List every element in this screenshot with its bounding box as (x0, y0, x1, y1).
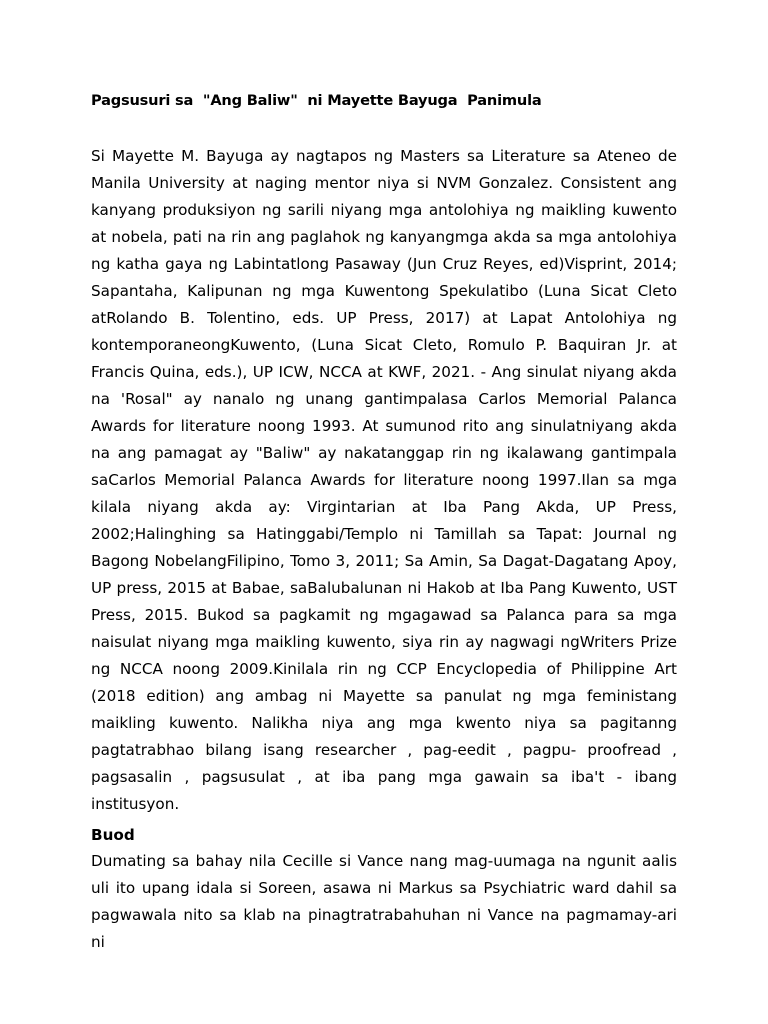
buod-paragraph: Dumating sa bahay nila Cecille si Vance nang mag-uumaga na ngunit aalis uli ito upang idala si Soreen, asawa ni Markus sa Psychiatric ward dahil sa pagwawala nito sa klab na pinagtratrabahuhan ni Vance na pagmamay-ari ni (91, 852, 677, 951)
section-heading-buod: Buod (91, 826, 135, 844)
document-title: Pagsusuri sa "Ang Baliw" ni Mayette Bayuga Panimula (91, 92, 542, 109)
intro-paragraph: Si Mayette M. Bayuga ay nagtapos ng Masters sa Literature sa Ateneo de Manila University at naging mentor niya si NVM Gonzalez. Consistent ang kanyang produksiyon ng sarili niyang mga antolohiya ng maikling kuwento at nobela, pati na rin ang paglahok ng kanyangmga akda sa mga antolohiya ng katha gaya ng Labintatlong Pasaway (Jun Cruz Reyes, ed)Visprint, 2014; Sapantaha, Kalipunan ng mga Kuwentong Spekulatibo (Luna Sicat Cleto atRolando B. Tolentino, eds. UP Press, 2017) at Lapat Antolohiya ng kontemporaneongKuwento, (Luna Sicat Cleto, Romulo P. Baquiran Jr. at Francis Quina, eds.), UP ICW, NCCA at KWF, 2021. - Ang sinulat niyang akda na 'Rosal" ay nanalo ng unang gantimpalasa Carlos Memorial Palanca Awards for literature noong 1993. At sumunod rito ang sinulatniyang akda na ang pamagat ay "Baliw" ay nakatanggap rin ng ikalawang gantimpala saCarlos Memorial Palanca Awards for literature noong 1997.Ilan sa mga kilala niyang akda ay: Virgintarian at Iba Pang Akda, UP Press, 2002;Halinghing sa Hatinggabi/Templo ni Tamillah sa Tapat: Journal ng Bagong NobelangFilipino, Tomo 3, 2011; Sa Amin, Sa Dagat-Dagatang Apoy, UP press, 2015 at Babae, saBalubalunan ni Hakob at Iba Pang Kuwento, UST Press, 2015. Bukod sa pagkamit ng mgagawad sa Palanca para sa mga naisulat niyang mga maikling kuwento, siya rin ay nagwagi ngWriters Prize ng NCCA noong 2009.Kinilala rin ng CCP Encyclopedia of Philippine Art (2018 edition) ang ambag ni Mayette sa panulat ng mga feministang maikling kuwento. Nalikha niya ang mga kwento niya sa pagitanng pagtatrabhao bilang isang researcher , pag-eedit , pagpu- proofread , pagsasalin , pagsusulat , at iba pang mga gawain sa iba't - ibang institusyon. (91, 147, 677, 813)
